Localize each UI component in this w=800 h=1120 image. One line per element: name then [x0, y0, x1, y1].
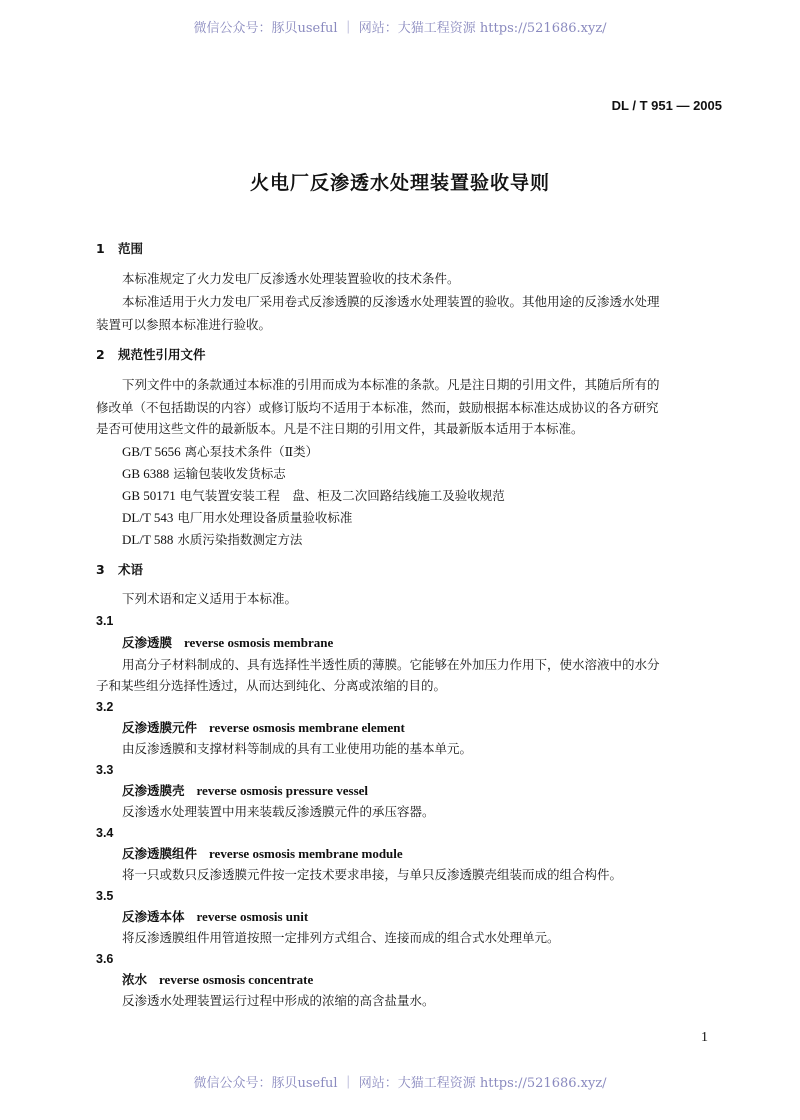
term-heading — [122, 971, 313, 989]
reference-code: GB 6388 — [122, 466, 170, 481]
term-zh: 反渗透膜元件 — [122, 720, 198, 735]
term-en: reverse osmosis concentrate — [159, 972, 314, 987]
section-number: 1 — [96, 241, 105, 256]
section-title: 术语 — [118, 562, 144, 577]
term-en: reverse osmosis membrane element — [209, 720, 405, 735]
section-number: 2 — [96, 347, 105, 362]
reference-title: 电气装置安装工程 盘、柜及二次回路结线施工及验收规范 — [179, 488, 505, 503]
term-heading — [122, 634, 333, 652]
term-number: 3.1 — [96, 614, 114, 628]
paragraph-line: 下列术语和定义适用于本标准。 — [122, 591, 298, 606]
term-definition: 用高分子材料制成的、具有选择性半透性质的薄膜。它能够在外加压力作用下，使水溶液中的水分 — [122, 657, 660, 672]
watermark-bottom: 微信公众号：豚贝useful ｜ 网站：大猫工程资源 https://521686.xyz/ — [193, 1076, 607, 1091]
paragraph-line: 是否可使用这些文件的最新版本。凡是不注日期的引用文件，其最新版本适用于本标准。 — [96, 421, 584, 436]
term-number: 3.2 — [96, 700, 114, 714]
section-title: 规范性引用文件 — [118, 347, 206, 362]
reference-item — [122, 531, 302, 549]
term-en: reverse osmosis membrane — [184, 635, 334, 650]
reference-code: GB 50171 — [122, 488, 176, 503]
term-zh: 反渗透膜组件 — [122, 846, 198, 861]
term-zh: 反渗透膜 — [122, 635, 173, 650]
watermark-top: 微信公众号：豚贝useful ｜ 网站：大猫工程资源 https://521686.xyz/ — [193, 21, 607, 36]
term-number: 3.6 — [96, 952, 114, 966]
paragraph-line: 装置可以参照本标准进行验收。 — [96, 317, 272, 332]
term-heading — [122, 845, 403, 863]
term-en: reverse osmosis membrane module — [209, 846, 403, 861]
paragraph-line: 本标准适用于火力发电厂采用卷式反渗透膜的反渗透水处理装置的验收。其他用途的反渗透水处理 — [122, 294, 660, 309]
section-number: 3 — [96, 562, 105, 577]
document-title: 火电厂反渗透水处理装置验收导则 — [249, 172, 550, 194]
term-definition: 反渗透水处理装置中用来装载反渗透膜元件的承压容器。 — [122, 804, 435, 819]
paragraph-line: 下列文件中的条款通过本标准的引用而成为本标准的条款。凡是注日期的引用文件，其随后所有的 — [122, 377, 660, 392]
term-heading — [122, 719, 405, 737]
reference-item — [122, 465, 286, 483]
reference-code: GB/T 5656 — [122, 444, 181, 459]
paragraph-line: 本标准规定了火力发电厂反渗透水处理装置验收的技术条件。 — [122, 271, 460, 286]
term-number: 3.3 — [96, 763, 114, 777]
term-definition: 反渗透水处理装置运行过程中形成的浓缩的高含盐量水。 — [122, 993, 435, 1008]
reference-code: DL/T 543 — [122, 510, 174, 525]
term-en: reverse osmosis pressure vessel — [196, 783, 369, 798]
term-definition: 将一只或数只反渗透膜元件按一定技术要求串接，与单只反渗透膜壳组装而成的组合构件。 — [122, 867, 623, 882]
term-zh: 反渗透膜壳 — [122, 783, 185, 798]
reference-item — [122, 487, 505, 505]
term-number: 3.5 — [96, 889, 114, 903]
reference-title: 运输包装收发货标志 — [173, 466, 286, 481]
term-definition: 由反渗透膜和支撑材料等制成的具有工业使用功能的基本单元。 — [122, 741, 473, 756]
term-zh: 浓水 — [122, 972, 148, 987]
reference-title: 水质污染指数测定方法 — [177, 532, 303, 547]
term-number: 3.4 — [96, 826, 114, 840]
section-3-heading — [96, 561, 143, 579]
page-number: 1 — [701, 1030, 708, 1045]
reference-title: 离心泵技术条件（Ⅱ类） — [184, 444, 319, 459]
standard-code: DL / T 951 — 2005 — [611, 98, 722, 113]
reference-code: DL/T 588 — [122, 532, 174, 547]
reference-title: 电厂用水处理设备质量验收标准 — [177, 510, 353, 525]
reference-item — [122, 509, 352, 527]
section-2-heading — [96, 346, 206, 364]
term-en: reverse osmosis unit — [196, 909, 309, 924]
term-heading — [122, 782, 368, 800]
section-1-heading — [96, 240, 143, 258]
reference-item — [122, 443, 318, 461]
term-zh: 反渗透本体 — [122, 909, 185, 924]
section-title: 范围 — [118, 241, 144, 256]
term-heading — [122, 908, 308, 926]
paragraph-line: 修改单（不包括勘误的内容）或修订版均不适用于本标准，然而，鼓励根据本标准达成协议的各方研究 — [96, 400, 659, 415]
term-definition: 将反渗透膜组件用管道按照一定排列方式组合、连接而成的组合式水处理单元。 — [122, 930, 560, 945]
term-definition: 子和某些组分选择性透过，从而达到纯化、分离或浓缩的目的。 — [96, 678, 447, 693]
